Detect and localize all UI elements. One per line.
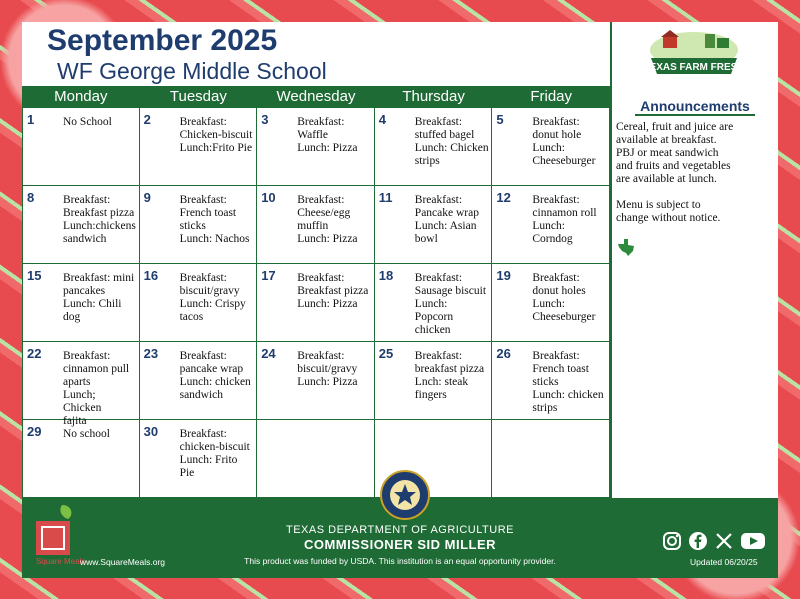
day-number: 25 bbox=[378, 346, 394, 361]
calendar-day-cell bbox=[375, 108, 493, 186]
day-number: 4 bbox=[378, 112, 387, 127]
menu-text: No school bbox=[63, 428, 110, 440]
day-number: 9 bbox=[143, 190, 151, 205]
day-number: 19 bbox=[496, 268, 511, 283]
menu-text: Breakfast: Breakfast pizza Lunch: Pizza bbox=[297, 272, 369, 310]
menu-text: Breakfast: Chicken-biscuit Lunch:Frito Pie bbox=[179, 116, 253, 154]
texas-farm-fresh-logo bbox=[645, 28, 743, 90]
day-number: 16 bbox=[143, 268, 159, 283]
calendar-day-cell bbox=[375, 186, 493, 264]
commissioner-name: COMMISSIONER SID MILLER bbox=[303, 537, 497, 552]
calendar-day-cell bbox=[257, 264, 375, 342]
calendar-day-cell bbox=[140, 342, 258, 420]
announcements-underline bbox=[635, 114, 755, 116]
menu-text: Breakfast: cinnamon roll Lunch: Corndog bbox=[532, 194, 597, 245]
day-number: 23 bbox=[143, 346, 159, 361]
day-number: 29 bbox=[27, 424, 42, 439]
menu-text: Breakfast: biscuit/gravy Lunch: Pizza bbox=[297, 350, 358, 388]
calendar-day-cell bbox=[22, 108, 140, 186]
day-wednesday: Wednesday bbox=[276, 88, 356, 105]
menu-text: Breakfast: Pancake wrap Lunch: Asian bowl bbox=[414, 194, 479, 245]
menu-text: Breakfast: donut hole Lunch: Cheeseburger bbox=[532, 116, 596, 167]
day-thursday: Thursday bbox=[402, 88, 465, 105]
school-name: WF George Middle School bbox=[57, 58, 327, 84]
menu-text: Breakfast: Sausage biscuit Lunch: Popcorn chicken bbox=[414, 272, 487, 336]
social-links bbox=[662, 531, 766, 551]
website-link[interactable]: www.SquareMeals.org bbox=[80, 557, 166, 567]
menu-text: Breakfast: mini pancakes Lunch: Chili dog bbox=[63, 272, 135, 323]
menu-text: Breakfast: pancake wrap Lunch: chicken sandwich bbox=[179, 350, 251, 401]
updated-date: Updated 06/20/25 bbox=[690, 557, 758, 567]
day-number: 11 bbox=[378, 190, 393, 205]
calendar-day-cell bbox=[375, 264, 493, 342]
day-number: 2 bbox=[143, 112, 151, 127]
calendar-day-cell bbox=[492, 264, 610, 342]
menu-text: No School bbox=[63, 116, 112, 128]
announcements-title: Announcements bbox=[640, 98, 750, 114]
menu-text: Breakfast: Waffle Lunch: Pizza bbox=[297, 116, 358, 154]
youtube-icon[interactable] bbox=[740, 531, 766, 551]
calendar-grid bbox=[22, 108, 610, 498]
day-number: 12 bbox=[496, 190, 511, 205]
menu-text: Breakfast: donut holes Lunch: Cheeseburger bbox=[532, 272, 596, 323]
department-name: TEXAS DEPARTMENT OF AGRICULTURE bbox=[286, 524, 514, 536]
calendar-day-cell bbox=[22, 420, 140, 498]
day-number: 8 bbox=[27, 190, 35, 205]
weekday-header bbox=[22, 86, 610, 108]
funding-statement: This product was funded by USDA. This institution is an equal opportunity provider. bbox=[244, 556, 556, 566]
menu-text: Breakfast: French toast sticks Lunch: chicken strips bbox=[532, 350, 604, 414]
day-number: 22 bbox=[27, 346, 42, 361]
day-monday: Monday bbox=[54, 88, 108, 105]
calendar-day-cell bbox=[22, 264, 140, 342]
logo-label: TEXAS FARM FRESH bbox=[643, 62, 745, 73]
menu-text: Breakfast: French toast sticks Lunch: Nachos bbox=[179, 194, 250, 245]
calendar-day-cell bbox=[492, 342, 610, 420]
facebook-icon[interactable] bbox=[688, 531, 708, 551]
page-title: September 2025 bbox=[47, 24, 278, 57]
calendar-day-cell bbox=[140, 186, 258, 264]
day-number: 24 bbox=[261, 346, 276, 361]
instagram-icon[interactable] bbox=[662, 531, 682, 551]
calendar-day-cell bbox=[257, 420, 375, 498]
menu-text: Breakfast: Cheese/egg muffin Lunch: Pizza bbox=[297, 194, 358, 245]
menu-text: Breakfast: biscuit/gravy Lunch: Crispy tacos bbox=[179, 272, 246, 323]
square-meals-logo-label: Square Meals bbox=[36, 557, 86, 566]
day-number: 17 bbox=[261, 268, 276, 283]
texas-state-icon bbox=[616, 238, 636, 258]
calendar-day-cell bbox=[375, 342, 493, 420]
day-number: 10 bbox=[261, 190, 276, 205]
calendar-day-cell bbox=[492, 420, 610, 498]
day-number: 1 bbox=[27, 112, 35, 127]
menu-text: Breakfast: stuffed bagel Lunch: Chicken strips bbox=[414, 116, 489, 167]
day-number: 15 bbox=[27, 268, 42, 283]
calendar-day-cell bbox=[492, 186, 610, 264]
menu-text: Breakfast: cinnamon pull aparts Lunch; Chicken fajita bbox=[63, 350, 130, 427]
announcements-text: Cereal, fruit and juice are available at breakfast. PBJ or meat sandwich and fruits and vegetables are available at lunch. Menu is subject to change without notice. bbox=[616, 121, 734, 224]
calendar-day-cell bbox=[140, 264, 258, 342]
day-number: 26 bbox=[496, 346, 511, 361]
day-tuesday: Tuesday bbox=[169, 88, 227, 105]
day-number: 3 bbox=[261, 112, 269, 127]
sidebar-divider bbox=[610, 22, 612, 498]
menu-text: Breakfast: chicken-biscuit Lunch: Frito Pie bbox=[179, 428, 250, 479]
calendar-day-cell bbox=[257, 108, 375, 186]
calendar-day-cell bbox=[257, 186, 375, 264]
day-number: 30 bbox=[143, 424, 159, 439]
calendar-day-cell bbox=[140, 420, 258, 498]
calendar-day-cell bbox=[22, 186, 140, 264]
day-friday: Friday bbox=[530, 88, 573, 105]
x-icon[interactable] bbox=[714, 531, 734, 551]
department-seal-icon bbox=[380, 470, 430, 520]
square-meals-logo bbox=[32, 503, 86, 566]
day-number: 5 bbox=[496, 112, 504, 127]
calendar-day-cell bbox=[492, 108, 610, 186]
calendar-day-cell bbox=[140, 108, 258, 186]
calendar-day-cell bbox=[257, 342, 375, 420]
menu-text: Breakfast: breakfast pizza Lnch: steak fingers bbox=[414, 350, 485, 401]
menu-text: Breakfast: Breakfast pizza Lunch:chickens sandwich bbox=[63, 194, 136, 245]
calendar-day-cell bbox=[22, 342, 140, 427]
day-number: 18 bbox=[378, 268, 394, 283]
